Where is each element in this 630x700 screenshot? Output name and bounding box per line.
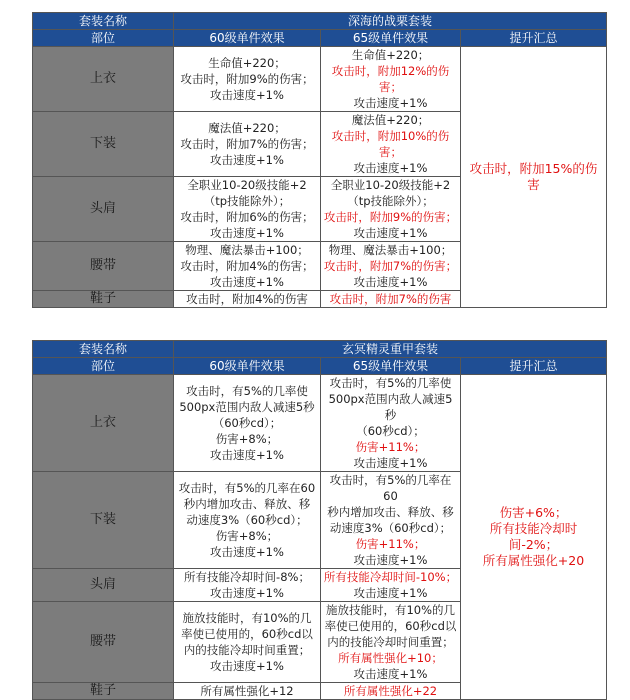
part-cell: 鞋子 bbox=[33, 683, 174, 700]
effect-line: 率使已使用的，60秒cd以 bbox=[324, 619, 457, 633]
effect-line: 攻击时，附加7%的伤害； bbox=[180, 137, 314, 151]
lv65-cell bbox=[321, 242, 461, 291]
effect-line: 攻击时，附加4%的伤害 bbox=[186, 292, 308, 306]
table-row bbox=[33, 47, 607, 112]
lv65-cell bbox=[321, 47, 461, 112]
effect-line: 攻击速度+1% bbox=[353, 275, 428, 289]
set-table-2 bbox=[32, 340, 607, 700]
effect-line: 内的技能冷却时间重置； bbox=[183, 643, 311, 657]
effect-line: 攻击速度+1% bbox=[210, 659, 284, 673]
header-row bbox=[33, 13, 607, 30]
col-65-header: 65级单件效果 bbox=[321, 30, 461, 47]
effect-line: 秒内增加攻击、释放、移 bbox=[183, 497, 311, 511]
effect-line: 所有技能冷却时间-8%； bbox=[184, 570, 310, 584]
effect-line: （60秒cd）； bbox=[212, 416, 282, 430]
effect-line: 害； bbox=[379, 145, 402, 159]
effect-line: 攻击时，附加10%的伤 bbox=[331, 129, 450, 143]
effect-line: 生命值+220； bbox=[208, 56, 286, 70]
part-cell: 头肩 bbox=[33, 177, 174, 242]
lv60-cell bbox=[174, 177, 321, 242]
set-name: 玄冥精灵重甲套装 bbox=[174, 341, 607, 358]
effect-line: （tp技能除外）； bbox=[347, 194, 434, 208]
effect-line: 攻击时，有5%的几率在60 bbox=[329, 473, 452, 503]
set-name-label: 套装名称 bbox=[33, 341, 174, 358]
summary-line: 害 bbox=[527, 177, 540, 192]
part-cell: 腰带 bbox=[33, 602, 174, 683]
effect-line: 攻击速度+1% bbox=[210, 275, 284, 289]
effect-line: 攻击速度+1% bbox=[210, 448, 284, 462]
part-cell: 下装 bbox=[33, 472, 174, 569]
effect-line: （60秒cd）； bbox=[356, 424, 425, 438]
part-cell: 头肩 bbox=[33, 569, 174, 602]
effect-line: 伤害+11%； bbox=[355, 440, 426, 454]
lv60-cell bbox=[174, 242, 321, 291]
effect-line: 攻击速度+1% bbox=[210, 545, 284, 559]
table-row bbox=[33, 375, 607, 472]
set-name: 深海的战栗套装 bbox=[174, 13, 607, 30]
effect-line: 秒内增加攻击、释放、移 bbox=[327, 505, 454, 519]
effect-line: 害； bbox=[379, 80, 402, 94]
summary-header: 提升汇总 bbox=[461, 358, 607, 375]
effect-line: 攻击速度+1% bbox=[210, 153, 284, 167]
part-cell: 上衣 bbox=[33, 47, 174, 112]
part-cell: 下装 bbox=[33, 112, 174, 177]
part-label: 部位 bbox=[33, 358, 174, 375]
header-row bbox=[33, 341, 607, 358]
effect-line: 所有属性强化+22 bbox=[343, 684, 438, 698]
effect-line: 施放技能时，有10%的几 bbox=[325, 603, 456, 617]
part-cell: 鞋子 bbox=[33, 291, 174, 308]
lv65-cell bbox=[321, 375, 461, 472]
effect-line: 攻击速度+1% bbox=[353, 456, 428, 470]
lv60-cell bbox=[174, 472, 321, 569]
col-65-header: 65级单件效果 bbox=[321, 358, 461, 375]
effect-line: 攻击时，附加7%的伤害； bbox=[323, 259, 458, 273]
effect-line: 伤害+8%； bbox=[215, 432, 279, 446]
effect-line: 攻击时，附加12%的伤 bbox=[331, 64, 450, 78]
effect-line: 物理、魔法暴击+100； bbox=[328, 243, 453, 257]
effect-line: 攻击时，有5%的几率使 bbox=[186, 384, 308, 398]
effect-line: 物理、魔法暴击+100； bbox=[185, 243, 309, 257]
effect-line: 动速度3%（60秒cd）； bbox=[329, 521, 452, 535]
summary-line: 所有属性强化+20 bbox=[482, 553, 585, 568]
summary-line: 间-2%； bbox=[508, 537, 559, 552]
effect-line: 500px范围内敌人减速5秒 bbox=[328, 392, 453, 422]
effect-line: 魔法值+220； bbox=[351, 113, 430, 127]
effect-line: 500px范围内敌人减速5秒 bbox=[179, 400, 315, 414]
effect-line: 攻击时，附加9%的伤害； bbox=[180, 72, 314, 86]
effect-line: 攻击时，附加6%的伤害； bbox=[180, 210, 314, 224]
lv60-cell bbox=[174, 291, 321, 308]
lv60-cell bbox=[174, 602, 321, 683]
summary-cell bbox=[461, 375, 607, 700]
lv60-cell bbox=[174, 375, 321, 472]
effect-line: 伤害+11%； bbox=[355, 537, 426, 551]
effect-line: 施放技能时，有10%的几 bbox=[182, 611, 312, 625]
subheader-row bbox=[33, 30, 607, 47]
lv65-cell bbox=[321, 177, 461, 242]
set-name-label: 套装名称 bbox=[33, 13, 174, 30]
effect-line: 所有属性强化+12 bbox=[200, 684, 294, 698]
summary-line: 伤害+6%； bbox=[499, 505, 568, 520]
effect-line: 伤害+8%； bbox=[215, 529, 279, 543]
effect-line: 全职业10-20级技能+2 bbox=[330, 178, 451, 192]
effect-line: 内的技能冷却时间重置； bbox=[327, 635, 454, 649]
set-table-1 bbox=[32, 12, 607, 308]
lv65-cell bbox=[321, 569, 461, 602]
lv60-cell bbox=[174, 569, 321, 602]
effect-line: 攻击速度+1% bbox=[353, 553, 428, 567]
lv65-cell bbox=[321, 602, 461, 683]
effect-line: 生命值+220； bbox=[351, 48, 430, 62]
effect-line: 攻击速度+1% bbox=[210, 586, 284, 600]
lv65-cell bbox=[321, 112, 461, 177]
effect-line: 攻击速度+1% bbox=[353, 96, 428, 110]
col-60-header: 60级单件效果 bbox=[174, 30, 321, 47]
effect-line: 攻击速度+1% bbox=[353, 667, 428, 681]
effect-line: 攻击速度+1% bbox=[353, 161, 428, 175]
effect-line: 动速度3%（60秒cd）； bbox=[186, 513, 308, 527]
lv65-cell bbox=[321, 683, 461, 700]
effect-line: 攻击时，附加7%的伤害 bbox=[329, 292, 452, 306]
effect-line: 全职业10-20级技能+2 bbox=[187, 178, 307, 192]
effect-line: 魔法值+220； bbox=[208, 121, 286, 135]
summary-header: 提升汇总 bbox=[461, 30, 607, 47]
summary-line: 攻击时，附加15%的伤 bbox=[469, 161, 598, 176]
part-label: 部位 bbox=[33, 30, 174, 47]
lv60-cell bbox=[174, 683, 321, 700]
lv65-cell bbox=[321, 472, 461, 569]
effect-line: 攻击时，有5%的几率使 bbox=[329, 376, 452, 390]
lv65-cell bbox=[321, 291, 461, 308]
effect-line: 所有技能冷却时间-10%； bbox=[323, 570, 458, 584]
effect-line: 所有属性强化+10； bbox=[338, 651, 443, 665]
lv60-cell bbox=[174, 112, 321, 177]
effect-line: 率使已使用的，60秒cd以 bbox=[181, 627, 313, 641]
summary-cell bbox=[461, 47, 607, 308]
part-cell: 腰带 bbox=[33, 242, 174, 291]
effect-line: 攻击速度+1% bbox=[210, 226, 284, 240]
effect-line: （tp技能除外）； bbox=[203, 194, 291, 208]
subheader-row bbox=[33, 358, 607, 375]
effect-line: 攻击时，有5%的几率在60 bbox=[178, 481, 316, 495]
effect-line: 攻击时，附加4%的伤害； bbox=[180, 259, 314, 273]
col-60-header: 60级单件效果 bbox=[174, 358, 321, 375]
lv60-cell bbox=[174, 47, 321, 112]
effect-line: 攻击速度+1% bbox=[353, 586, 428, 600]
effect-line: 攻击速度+1% bbox=[210, 88, 284, 102]
effect-line: 攻击速度+1% bbox=[353, 226, 428, 240]
part-cell: 上衣 bbox=[33, 375, 174, 472]
summary-line: 所有技能冷却时 bbox=[489, 521, 578, 536]
effect-line: 攻击时，附加9%的伤害； bbox=[323, 210, 458, 224]
